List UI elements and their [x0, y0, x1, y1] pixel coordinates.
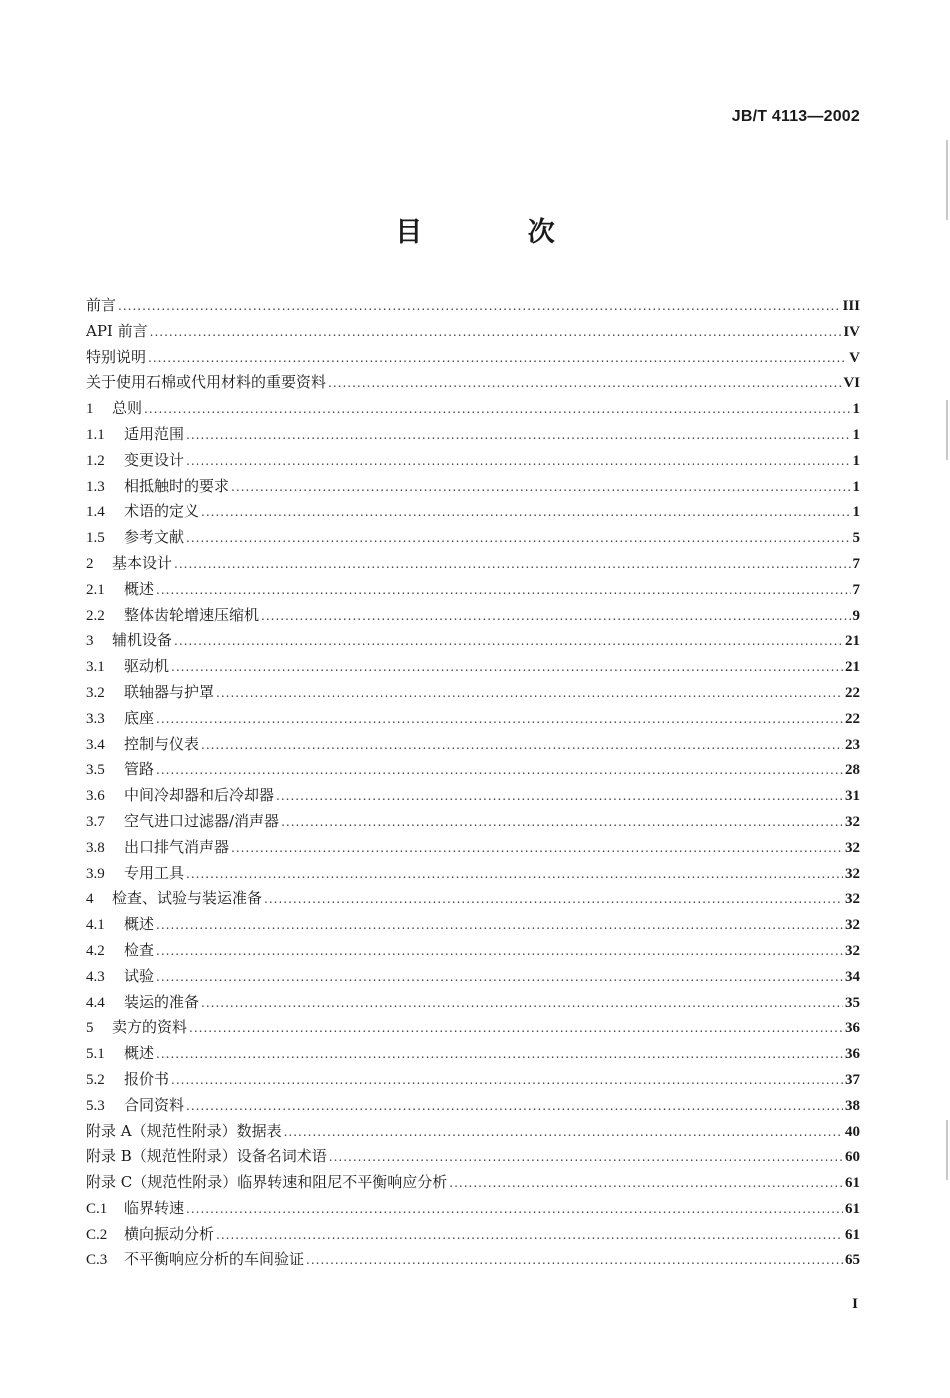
toc-entry-label: 横向振动分析 — [124, 1224, 215, 1243]
toc-entry-page: 1 — [852, 478, 860, 495]
scan-mark — [946, 1120, 948, 1180]
toc-dot-leader — [156, 965, 843, 991]
toc-dot-leader — [216, 681, 843, 707]
toc-dot-leader — [148, 346, 847, 372]
toc-dot-leader — [306, 1248, 843, 1274]
toc-entry[interactable] — [86, 345, 860, 371]
toc-dot-leader — [186, 526, 850, 552]
toc-entry-number: 2.1 — [86, 581, 105, 598]
toc-entry[interactable] — [86, 499, 860, 525]
toc-entry-number: 5.3 — [86, 1097, 105, 1114]
toc-entry-number: 3.8 — [86, 839, 105, 856]
toc-entry-label: 空气进口过滤器/消声器 — [124, 811, 280, 830]
toc-entry[interactable] — [86, 319, 860, 345]
toc-entry[interactable] — [86, 861, 860, 887]
toc-entry-number: C.3 — [86, 1252, 108, 1269]
toc-entry-number: 5 — [86, 1020, 94, 1037]
toc-entry[interactable] — [86, 783, 860, 809]
toc-entry[interactable] — [86, 293, 860, 319]
toc-entry-page: 1 — [852, 452, 860, 469]
toc-entry-page: 32 — [845, 865, 860, 882]
toc-dot-leader — [150, 320, 842, 346]
toc-entry-page: 21 — [845, 633, 860, 650]
toc-entry-page: 5 — [852, 530, 860, 547]
toc-entry-number: 3 — [86, 633, 94, 650]
toc-entry-label: 检查 — [124, 940, 155, 959]
toc-entry-number: C.1 — [86, 1200, 108, 1217]
toc-entry-label: 相抵触时的要求 — [124, 476, 230, 495]
toc-dot-leader — [231, 836, 843, 862]
toc-entry-label: 前言 — [86, 296, 117, 314]
toc-entry-label: 底座 — [124, 708, 155, 727]
toc-entry-page: 28 — [845, 762, 860, 779]
toc-dot-leader — [201, 733, 843, 759]
scan-mark — [946, 140, 948, 220]
toc-dot-leader — [186, 1197, 843, 1223]
toc-entry-number: 1.5 — [86, 530, 105, 547]
toc-entry-label: 报价书 — [124, 1069, 170, 1088]
toc-entry[interactable] — [86, 1093, 860, 1119]
toc-entry[interactable] — [86, 396, 860, 422]
toc-entry[interactable] — [86, 370, 860, 396]
toc-entry-page: VI — [843, 375, 860, 392]
toc-entry-label: 变更设计 — [124, 450, 185, 469]
toc-entry-number: 4.4 — [86, 994, 105, 1011]
toc-entry-number: 1.2 — [86, 452, 105, 469]
toc-entry-number: C.2 — [86, 1226, 108, 1243]
toc-entry[interactable] — [86, 680, 860, 706]
toc-entry[interactable] — [86, 1015, 860, 1041]
toc-entry-label: 参考文献 — [124, 528, 185, 547]
toc-entry-page: V — [849, 349, 860, 366]
toc-entry[interactable] — [86, 474, 860, 500]
toc-dot-leader — [281, 810, 843, 836]
toc-entry[interactable] — [86, 809, 860, 835]
toc-entry-label: 关于使用石棉或代用材料的重要资料 — [86, 373, 327, 392]
toc-entry-page: 36 — [845, 1020, 860, 1037]
page-number: I — [852, 1296, 858, 1312]
standard-code: JB/T 4113—2002 — [731, 108, 860, 125]
toc-entry-page: 32 — [845, 839, 860, 856]
toc-entry-page: 31 — [845, 788, 860, 805]
toc-entry-label: 整体齿轮增速压缩机 — [124, 605, 260, 624]
toc-entry-number: 5.2 — [86, 1071, 105, 1088]
toc-entry-label: 基本设计 — [112, 553, 173, 572]
toc-dot-leader — [156, 578, 850, 604]
toc-entry[interactable] — [86, 603, 860, 629]
toc-dot-leader — [144, 397, 850, 423]
toc-entry-page: 60 — [845, 1149, 860, 1166]
toc-entry[interactable] — [86, 577, 860, 603]
toc-entry-page: 32 — [845, 942, 860, 959]
toc-entry-page: III — [842, 298, 860, 314]
toc-entry-label: API 前言 — [86, 321, 148, 340]
toc-entry[interactable] — [86, 422, 860, 448]
toc-entry[interactable] — [86, 1041, 860, 1067]
toc-entry-number: 4 — [86, 891, 94, 908]
toc-entry[interactable] — [86, 835, 860, 861]
toc-dot-leader — [329, 1145, 843, 1171]
toc-entry-number: 3.1 — [86, 659, 105, 676]
toc-entry-number: 3.6 — [86, 788, 105, 805]
toc-entry-label: 总则 — [112, 399, 143, 418]
toc-entry-label: 管路 — [124, 760, 155, 779]
toc-entry-label: 附录 A（规范性附录）数据表 — [86, 1121, 282, 1140]
toc-entry-page: 40 — [845, 1123, 860, 1140]
toc-entry-number: 3.4 — [86, 736, 105, 753]
toc-entry-number: 4.2 — [86, 942, 105, 959]
toc-entry-label: 检查、试验与装运准备 — [112, 889, 263, 908]
toc-entry[interactable] — [86, 525, 860, 551]
toc-entry-page: 37 — [845, 1071, 860, 1088]
toc-entry-number: 3.9 — [86, 865, 105, 882]
toc-entry-page: 35 — [845, 994, 860, 1011]
toc-dot-leader — [156, 939, 843, 965]
toc-entry-label: 概述 — [124, 1044, 155, 1063]
toc-entry-page: 23 — [845, 736, 860, 753]
toc-dot-leader — [171, 1068, 843, 1094]
toc-entry-page: 61 — [845, 1226, 860, 1243]
toc-entry-page: 61 — [845, 1175, 860, 1192]
toc-entry-page: 7 — [852, 555, 860, 572]
toc-entry-page: 1 — [852, 426, 860, 443]
toc-dot-leader — [156, 913, 843, 939]
toc-entry[interactable] — [86, 1247, 860, 1273]
toc-entry[interactable] — [86, 990, 860, 1016]
toc-entry-label: 特别说明 — [86, 347, 147, 366]
toc-dot-leader — [118, 294, 840, 320]
toc-entry-page: 7 — [852, 581, 860, 598]
toc-entry-page: 65 — [845, 1252, 860, 1269]
toc-entry-label: 术语的定义 — [124, 502, 200, 521]
toc-dot-leader — [449, 1171, 843, 1197]
toc-dot-leader — [156, 707, 843, 733]
toc-entry[interactable] — [86, 1144, 860, 1170]
toc-entry[interactable] — [86, 912, 860, 938]
toc-entry[interactable] — [86, 628, 860, 654]
toc-entry[interactable] — [86, 1196, 860, 1222]
toc-entry-page: 34 — [845, 968, 860, 985]
toc-dot-leader — [328, 371, 841, 397]
toc-entry-label: 概述 — [124, 579, 155, 598]
toc-entry-page: 38 — [845, 1097, 860, 1114]
toc-entry-page: IV — [843, 323, 860, 340]
toc-dot-leader — [186, 449, 850, 475]
toc-dot-leader — [231, 475, 850, 501]
toc-entry-label: 联轴器与护罩 — [124, 682, 215, 701]
toc-entry[interactable] — [86, 1067, 860, 1093]
toc-entry-number: 3.3 — [86, 710, 105, 727]
toc-entry-number: 1.4 — [86, 504, 105, 521]
toc-dot-leader — [186, 1094, 843, 1120]
toc-dot-leader — [156, 758, 843, 784]
toc-dot-leader — [189, 1016, 843, 1042]
toc-dot-leader — [186, 423, 850, 449]
toc-entry-label: 卖方的资料 — [112, 1018, 188, 1037]
toc-entry[interactable] — [86, 551, 860, 577]
toc-entry-page: 1 — [852, 504, 860, 521]
toc-dot-leader — [216, 1223, 843, 1249]
toc-entry-page: 1 — [852, 401, 860, 418]
toc-entry-label: 装运的准备 — [124, 992, 200, 1011]
toc-dot-leader — [264, 887, 843, 913]
toc-dot-leader — [174, 552, 850, 578]
toc-entry-page: 61 — [845, 1200, 860, 1217]
toc-dot-leader — [276, 784, 843, 810]
toc-entry[interactable] — [86, 964, 860, 990]
toc-entry-label: 概述 — [124, 915, 155, 934]
toc-dot-leader — [174, 629, 843, 655]
toc-dot-leader — [201, 500, 850, 526]
toc-entry-number: 3.7 — [86, 813, 105, 830]
toc-entry-label: 试验 — [124, 966, 155, 985]
toc-entry[interactable] — [86, 1222, 860, 1248]
toc-dot-leader — [186, 862, 843, 888]
toc-entry-page: 32 — [845, 917, 860, 934]
toc-entry-number: 1.3 — [86, 478, 105, 495]
toc-entry-label: 附录 B（规范性附录）设备名词术语 — [86, 1147, 327, 1166]
toc-entry[interactable] — [86, 706, 860, 732]
toc-entry-number: 2 — [86, 555, 94, 572]
toc-entry[interactable] — [86, 886, 860, 912]
toc-dot-leader — [171, 655, 843, 681]
toc-entry[interactable] — [86, 732, 860, 758]
toc-entry-number: 5.1 — [86, 1046, 105, 1063]
toc-entry-number: 2.2 — [86, 607, 105, 624]
toc-entry-label: 不平衡响应分析的车间验证 — [124, 1250, 305, 1269]
toc-entry-page: 21 — [845, 659, 860, 676]
toc-entry-label: 驱动机 — [124, 657, 170, 676]
toc-entry-label: 专用工具 — [124, 863, 185, 882]
toc-entry[interactable] — [86, 938, 860, 964]
toc-entry-label: 辅机设备 — [112, 631, 173, 650]
scan-mark — [946, 400, 948, 460]
toc-entry-label: 合同资料 — [124, 1095, 185, 1114]
table-of-contents — [86, 293, 860, 1273]
toc-entry[interactable] — [86, 1119, 860, 1145]
toc-entry-number: 1.1 — [86, 426, 105, 443]
toc-entry-label: 中间冷却器和后冷却器 — [124, 786, 275, 805]
toc-dot-leader — [261, 604, 850, 630]
toc-entry-number: 3.5 — [86, 762, 105, 779]
toc-entry[interactable] — [86, 757, 860, 783]
toc-entry[interactable] — [86, 448, 860, 474]
toc-dot-leader — [284, 1120, 843, 1146]
toc-entry-page: 9 — [852, 607, 860, 624]
toc-dot-leader — [201, 991, 843, 1017]
toc-entry-number: 3.2 — [86, 684, 105, 701]
toc-entry-page: 22 — [845, 684, 860, 701]
toc-entry-label: 控制与仪表 — [124, 734, 200, 753]
toc-entry-page: 32 — [845, 891, 860, 908]
toc-entry-page: 22 — [845, 710, 860, 727]
toc-entry[interactable] — [86, 1170, 860, 1196]
toc-entry-number: 1 — [86, 401, 94, 418]
toc-entry[interactable] — [86, 654, 860, 680]
toc-entry-label: 附录 C（规范性附录）临界转速和阻尼不平衡响应分析 — [86, 1173, 448, 1192]
toc-dot-leader — [156, 1042, 843, 1068]
toc-entry-label: 适用范围 — [124, 424, 185, 443]
toc-entry-label: 出口排气消声器 — [124, 837, 230, 856]
toc-entry-page: 36 — [845, 1046, 860, 1063]
toc-entry-number: 4.3 — [86, 968, 105, 985]
toc-entry-label: 临界转速 — [124, 1198, 185, 1217]
toc-entry-page: 32 — [845, 813, 860, 830]
page-title: 目 次 — [395, 217, 603, 248]
toc-entry-number: 4.1 — [86, 917, 105, 934]
